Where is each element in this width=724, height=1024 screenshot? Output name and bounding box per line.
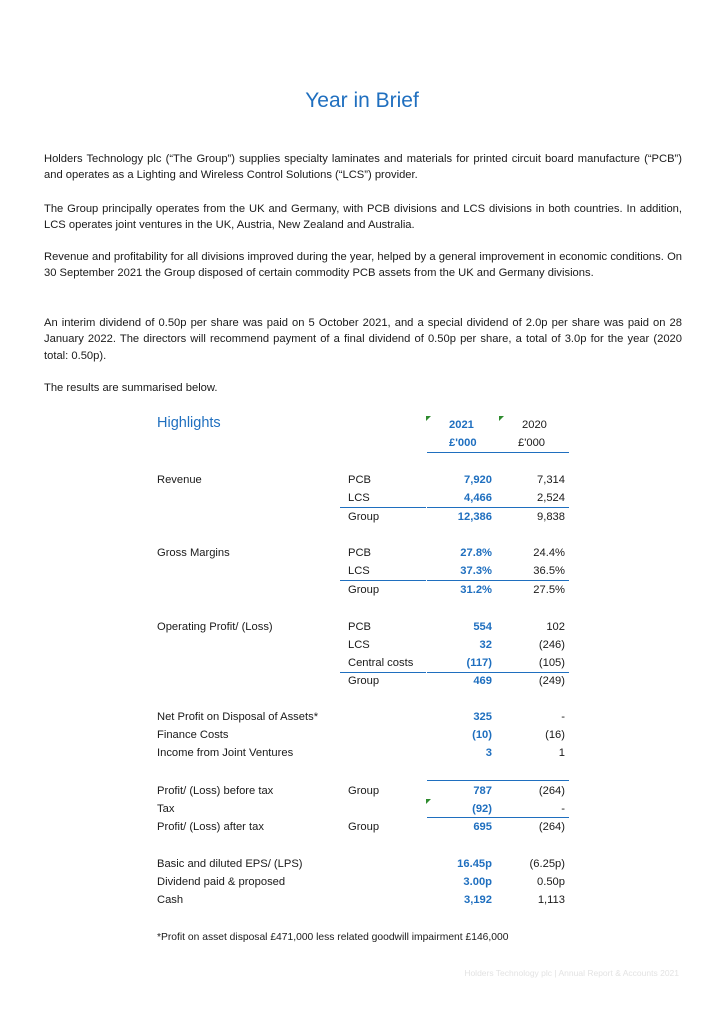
value-2021: 7,920 [464, 474, 492, 486]
value-2020: 0.50p [537, 876, 565, 888]
subtotal-rule [427, 672, 569, 673]
gross-margins-label: Gross Margins [157, 547, 230, 559]
segment-label: PCB [348, 621, 372, 633]
operations-paragraph: The Group principally operates from the UK and Germany, with PCB divisions and LCS divisions in both countries. In addition, LCS operates joint ventures in the UK, Austria, New Zealand and Australia. [44, 203, 682, 232]
dividend-paragraph: An interim dividend of 0.50p per share was paid on 5 October 2021, and a special dividend of 2.0p per share was paid on 28 January 2022. The directors will recommend payment of a final dividend of 0.50p per share, a total of 3.0p for the year (2020 total: 0.50p). [44, 317, 682, 362]
header-rule [427, 452, 569, 453]
value-2021: 31.2% [460, 584, 492, 596]
value-2021: 3,192 [464, 894, 492, 906]
line-item-label: Finance Costs [157, 729, 229, 741]
segment-label: Group [348, 675, 380, 687]
comment-marker-icon [426, 416, 431, 421]
revenue-label: Revenue [157, 474, 202, 486]
segment-label: PCB [348, 474, 372, 486]
value-2021: 27.8% [460, 547, 492, 559]
segment-label: LCS [348, 492, 370, 504]
value-2020: 9,838 [537, 511, 565, 523]
value-2021: 3 [485, 747, 492, 759]
unit-current-header: £'000 [449, 437, 477, 449]
value-2021: 4,466 [464, 492, 492, 504]
segment-label: Group [348, 511, 380, 523]
year-current-header: 2021 [449, 419, 474, 431]
segment-label: Group [348, 821, 380, 833]
segment-label: LCS [348, 639, 370, 651]
value-2021: 787 [473, 785, 492, 797]
value-2020: 2,524 [537, 492, 565, 504]
segment-label: Group [348, 785, 380, 797]
value-2020: 7,314 [537, 474, 565, 486]
value-2021: (10) [472, 729, 492, 741]
value-2021: 3.00p [463, 876, 492, 888]
line-item-label: Profit/ (Loss) after tax [157, 821, 264, 833]
segment-label: LCS [348, 565, 370, 577]
highlights-heading: Highlights [157, 415, 221, 431]
subtotal-rule [427, 507, 569, 508]
unit-prior-header: £'000 [518, 437, 546, 449]
value-2021: 695 [473, 821, 492, 833]
value-2021: 554 [473, 621, 492, 633]
value-2020: (249) [538, 675, 565, 687]
value-2020: (264) [538, 785, 565, 797]
value-2021: (92) [472, 803, 492, 815]
page-footer: Holders Technology plc | Annual Report & Accounts 2021 [464, 968, 679, 978]
subtotal-rule [340, 507, 426, 508]
line-item-label: Dividend paid & proposed [157, 876, 286, 888]
value-2021: 16.45p [457, 858, 492, 870]
value-2020: (264) [538, 821, 565, 833]
value-2020: 27.5% [533, 584, 565, 596]
value-2021: 12,386 [457, 511, 492, 523]
line-item-label: Net Profit on Disposal of Assets* [157, 711, 319, 723]
line-item-label: Tax [157, 803, 175, 815]
value-2020: (246) [538, 639, 565, 651]
operating-profit-label: Operating Profit/ (Loss) [157, 621, 273, 633]
line-item-label: Cash [157, 894, 184, 906]
value-2020: (105) [538, 657, 565, 669]
total-rule [427, 780, 569, 781]
segment-label: Group [348, 584, 380, 596]
value-2021: 37.3% [460, 565, 492, 577]
subtotal-rule [340, 672, 426, 673]
value-2021: 469 [473, 675, 492, 687]
value-2020: - [561, 711, 565, 723]
footnote: *Profit on asset disposal £471,000 less related goodwill impairment £146,000 [157, 932, 509, 943]
segment-label: PCB [348, 547, 372, 559]
line-item-label: Basic and diluted EPS/ (LPS) [157, 858, 303, 870]
line-item-label: Profit/ (Loss) before tax [157, 785, 274, 797]
value-2021: 325 [473, 711, 492, 723]
segment-label: Central costs [348, 657, 414, 669]
summary-paragraph: The results are summarised below. [44, 382, 218, 394]
value-2020: - [561, 803, 565, 815]
value-2021: (117) [466, 657, 492, 669]
year-prior-header: 2020 [522, 419, 547, 431]
value-2020: 36.5% [533, 565, 565, 577]
intro-paragraph: Holders Technology plc (“The Group”) supplies specialty laminates and materials for printed circuit board manufacture (“PCB”) and operates as a Lighting and Wireless Control Solutions (“LCS”) provider. [44, 153, 682, 182]
value-2020: (16) [545, 729, 565, 741]
value-2020: 1 [558, 747, 565, 759]
value-2020: 1,113 [537, 894, 565, 906]
performance-paragraph: Revenue and profitability for all divisions improved during the year, helped by a general improvement in economic conditions. On 30 September 2021 the Group disposed of certain commodity PCB assets from the UK and Germany divisions. [44, 251, 682, 280]
value-2020: (6.25p) [529, 858, 565, 870]
subtotal-rule [340, 580, 426, 581]
comment-marker-icon [426, 799, 431, 804]
line-item-label: Income from Joint Ventures [157, 747, 294, 759]
total-rule [427, 817, 569, 818]
comment-marker-icon [499, 416, 504, 421]
value-2020: 24.4% [533, 547, 565, 559]
value-2021: 32 [479, 639, 492, 651]
value-2020: 102 [546, 621, 565, 633]
page-title: Year in Brief [305, 89, 419, 112]
subtotal-rule [427, 580, 569, 581]
